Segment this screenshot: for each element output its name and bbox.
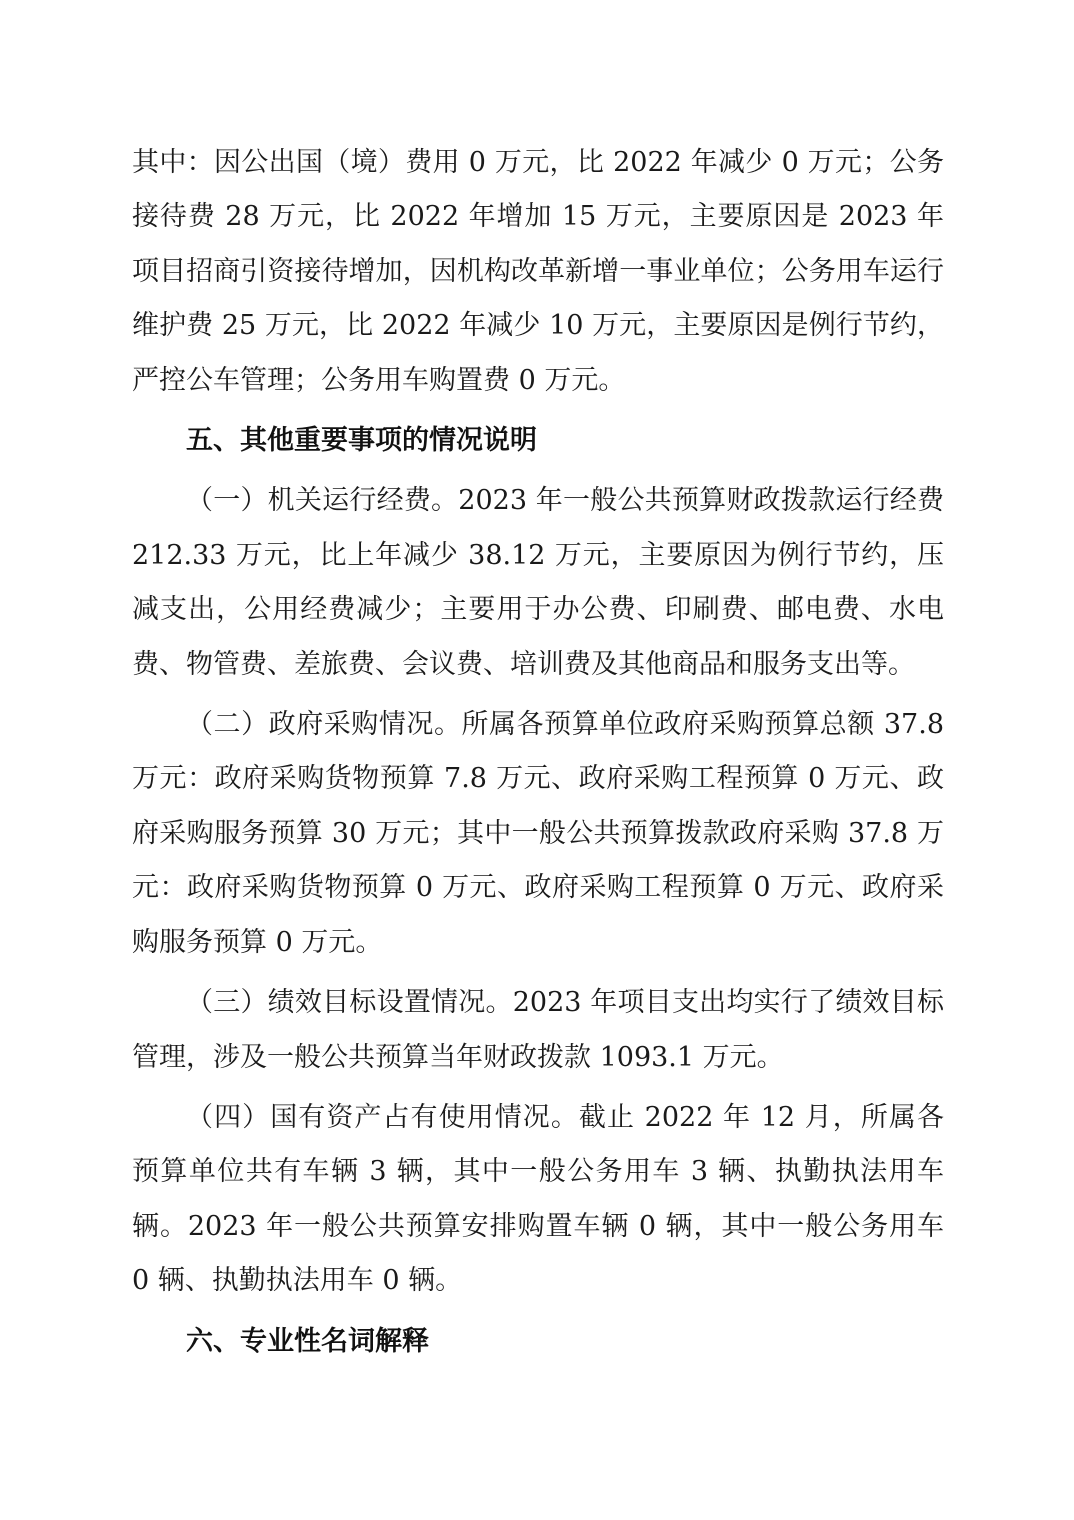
paragraph-state-assets: （四）国有资产占有使用情况。截止 2022 年 12 月，所属各预算单位共有车辆 3 辆，其中一般公务用车 3 辆、执勤执法用车辆。2023 年一般公共预算安排购置车辆 0 辆，其中一般公务用车 0 辆、执勤执法用车 0 辆。: [132, 1101, 944, 1297]
paragraph-expense-details: 其中：因公出国（境）费用 0 万元，比 2022 年减少 0 万元；公务接待费 28 万元，比 2022 年增加 15 万元，主要原因是 2023 年项目招商引资接待增加，因机构改革新增一事业单位；公务用车运行维护费 25 万元，比 2022 年减少 10 万元，主要原因是例行节约，严控公车管理；公务用车购置费 0 万元。: [132, 147, 944, 396]
document-body: [132, 136, 944, 1369]
paragraph-government-procurement: （二）政府采购情况。所属各预算单位政府采购预算总额 37.8 万元：政府采购货物预算 7.8 万元、政府采购工程预算 0 万元、政府采购服务预算 30 万元；其中一般公共预算拨款政府采购 37.8 万元：政府采购货物预算 0 万元、政府采购工程预算 0 万元、政府采购服务预算 0 万元。: [132, 709, 944, 958]
section-heading-terminology: 六、专业性名词解释: [186, 1325, 429, 1357]
section-heading-other-matters: 五、其他重要事项的情况说明: [186, 425, 537, 457]
paragraph-operating-expenses: （一）机关运行经费。2023 年一般公共预算财政拨款运行经费 212.33 万元，比上年减少 38.12 万元，主要原因为例行节约，压减支出，公用经费减少；主要用于办公费、印刷费、邮电费、水电费、物管费、差旅费、会议费、培训费及其他商品和服务支出等。: [132, 485, 944, 680]
paragraph-performance-targets: （三）绩效目标设置情况。2023 年项目支出均实行了绩效目标管理，涉及一般公共预算当年财政拨款 1093.1 万元。: [132, 987, 944, 1073]
